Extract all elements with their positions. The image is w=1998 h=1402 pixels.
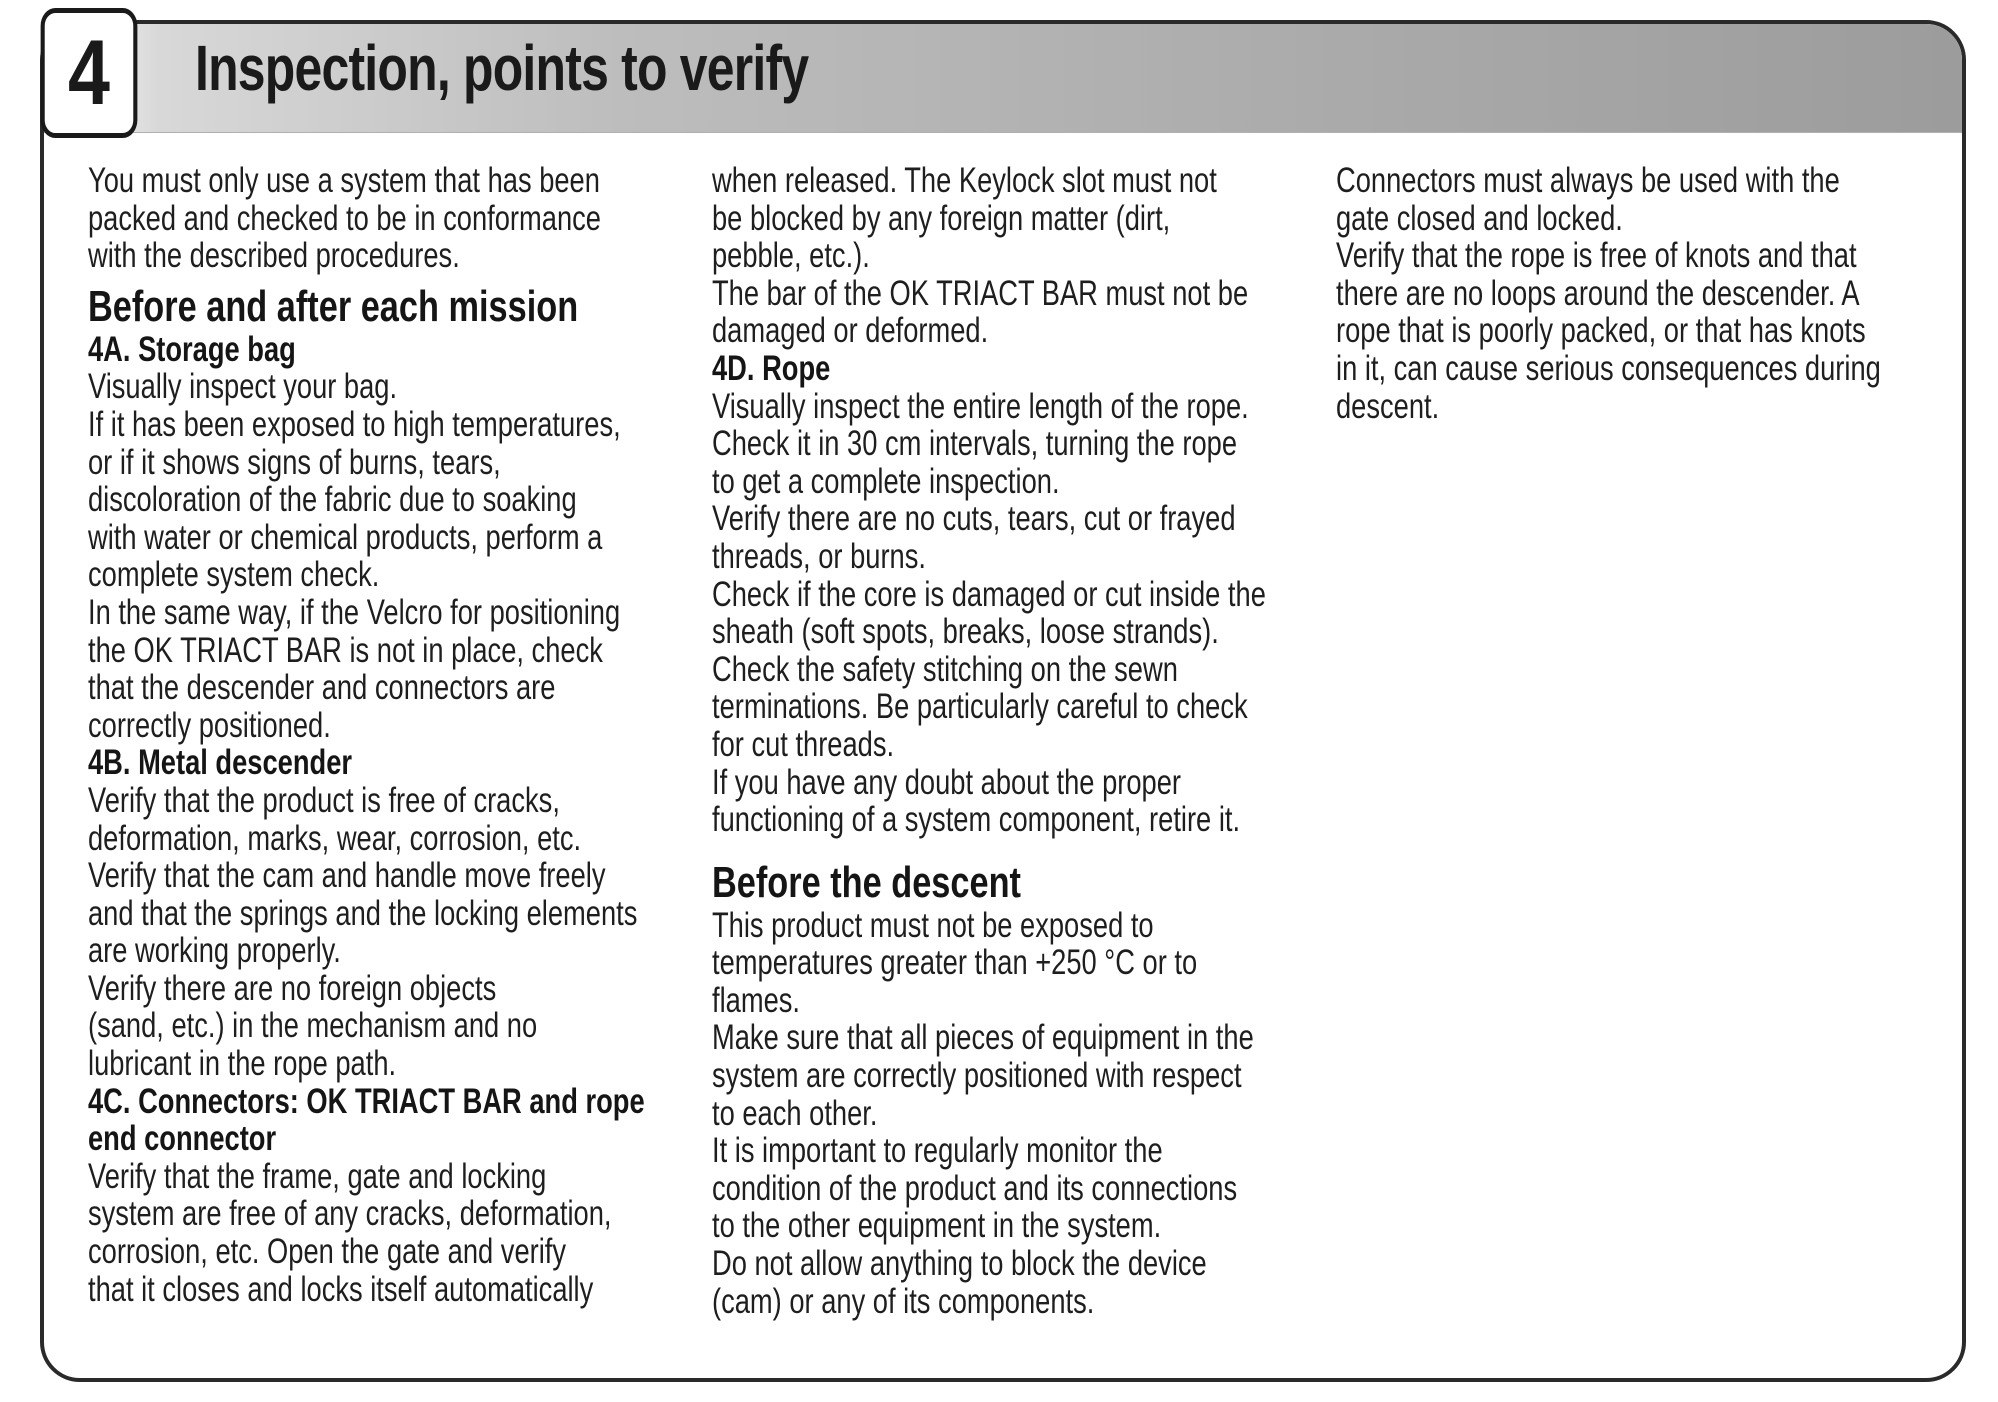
body-line: to get a complete inspection. (712, 461, 1060, 501)
body-line: with water or chemical products, perform a (88, 517, 603, 557)
body-line: complete system check. (88, 555, 380, 595)
body-line: sheath (soft spots, breaks, loose strands). (712, 612, 1219, 652)
body-line: rope that is poorly packed, or that has knots (1336, 311, 1866, 351)
intro-line: packed and checked to be in conformance (88, 198, 601, 238)
body-line: are working properly. (88, 931, 341, 971)
column-1 (88, 162, 708, 1308)
body-line: when released. The Keylock slot must not (712, 161, 1217, 200)
body-line: in it, can cause serious consequences during (1336, 348, 1881, 388)
body-line: to the other equipment in the system. (712, 1206, 1162, 1246)
body-line: there are no loops around the descender. A (1336, 273, 1860, 313)
body-line: Connectors must always be used with the (1336, 161, 1840, 200)
intro-line: with the described procedures. (88, 236, 460, 276)
body-line: Verify there are no foreign objects (88, 968, 497, 1008)
body-line: terminations. Be particularly careful to check (712, 687, 1248, 727)
body-line: In the same way, if the Velcro for positioning (88, 592, 621, 632)
body-line: (sand, etc.) in the mechanism and no (88, 1006, 538, 1046)
body-line: Verify there are no cuts, tears, cut or frayed (712, 499, 1236, 539)
body-line: threads, or burns. (712, 536, 926, 576)
body-line: functioning of a system component, retire it. (712, 800, 1241, 840)
page-title: Inspection, points to verify (195, 32, 809, 104)
body-line: gate closed and locked. (1336, 198, 1623, 238)
body-line: The bar of the OK TRIACT BAR must not be (712, 273, 1249, 313)
body-line: system are free of any cracks, deformation, (88, 1194, 612, 1234)
body-line: or if it shows signs of burns, tears, (88, 442, 501, 482)
subheading-4a: 4A. Storage bag (88, 329, 296, 369)
body-line: If you have any doubt about the proper (712, 762, 1181, 802)
body-line: lubricant in the rope path. (88, 1044, 397, 1084)
section-heading-mission: Before and after each mission (88, 281, 579, 331)
body-line: Visually inspect your bag. (88, 367, 398, 407)
body-line: flames. (712, 980, 800, 1020)
body-line: Make sure that all pieces of equipment in the (712, 1018, 1254, 1058)
body-line: temperatures greater than +250 °C or to (712, 943, 1198, 983)
body-line: This product must not be exposed to (712, 905, 1154, 945)
body-line: Verify that the product is free of cracks, (88, 780, 560, 820)
column-3 (1336, 162, 1956, 425)
body-line: descent. (1336, 386, 1440, 426)
subheading-4b: 4B. Metal descender (88, 743, 353, 783)
body-line: to each other. (712, 1093, 878, 1133)
body-line: (cam) or any of its components. (712, 1281, 1095, 1321)
body-line: that the descender and connectors are (88, 668, 556, 708)
body-line: Check if the core is damaged or cut inside the (712, 574, 1266, 614)
body-line: corrosion, etc. Open the gate and verify (88, 1232, 567, 1272)
subheading-4c-cont: end connector (88, 1119, 277, 1159)
body-line: condition of the product and its connections (712, 1168, 1238, 1208)
body-line: Do not allow anything to block the device (712, 1244, 1207, 1284)
body-line: Verify that the rope is free of knots and that (1336, 236, 1857, 276)
section-number: 4 (41, 8, 138, 138)
body-line: If it has been exposed to high temperatures, (88, 404, 621, 444)
body-line: It is important to regularly monitor the (712, 1131, 1163, 1171)
body-line: and that the springs and the locking elements (88, 893, 638, 933)
body-line: discoloration of the fabric due to soaking (88, 480, 577, 520)
body-line: deformation, marks, wear, corrosion, etc. (88, 818, 582, 858)
body-line: damaged or deformed. (712, 311, 989, 351)
intro-line: You must only use a system that has been (88, 161, 600, 200)
body-line: Check the safety stitching on the sewn (712, 649, 1178, 689)
body-line: pebble, etc.). (712, 236, 870, 276)
body-line: Check it in 30 cm intervals, turning the rope (712, 424, 1238, 464)
body-line: Verify that the cam and handle move freely (88, 856, 606, 896)
body-line: correctly positioned. (88, 705, 331, 745)
body-line: system are correctly positioned with respect (712, 1056, 1242, 1096)
body-line: be blocked by any foreign matter (dirt, (712, 198, 1171, 238)
section-heading-descent: Before the descent (712, 857, 1021, 907)
column-2 (712, 162, 1332, 1320)
body-line: Visually inspect the entire length of the rope. (712, 386, 1249, 426)
body-line: the OK TRIACT BAR is not in place, check (88, 630, 603, 670)
body-line: for cut threads. (712, 724, 895, 764)
body-line: Verify that the frame, gate and locking (88, 1156, 547, 1196)
subheading-4c: 4C. Connectors: OK TRIACT BAR and rope (88, 1081, 645, 1121)
subheading-4d: 4D. Rope (712, 348, 831, 388)
body-line: that it closes and locks itself automatically (88, 1269, 594, 1309)
